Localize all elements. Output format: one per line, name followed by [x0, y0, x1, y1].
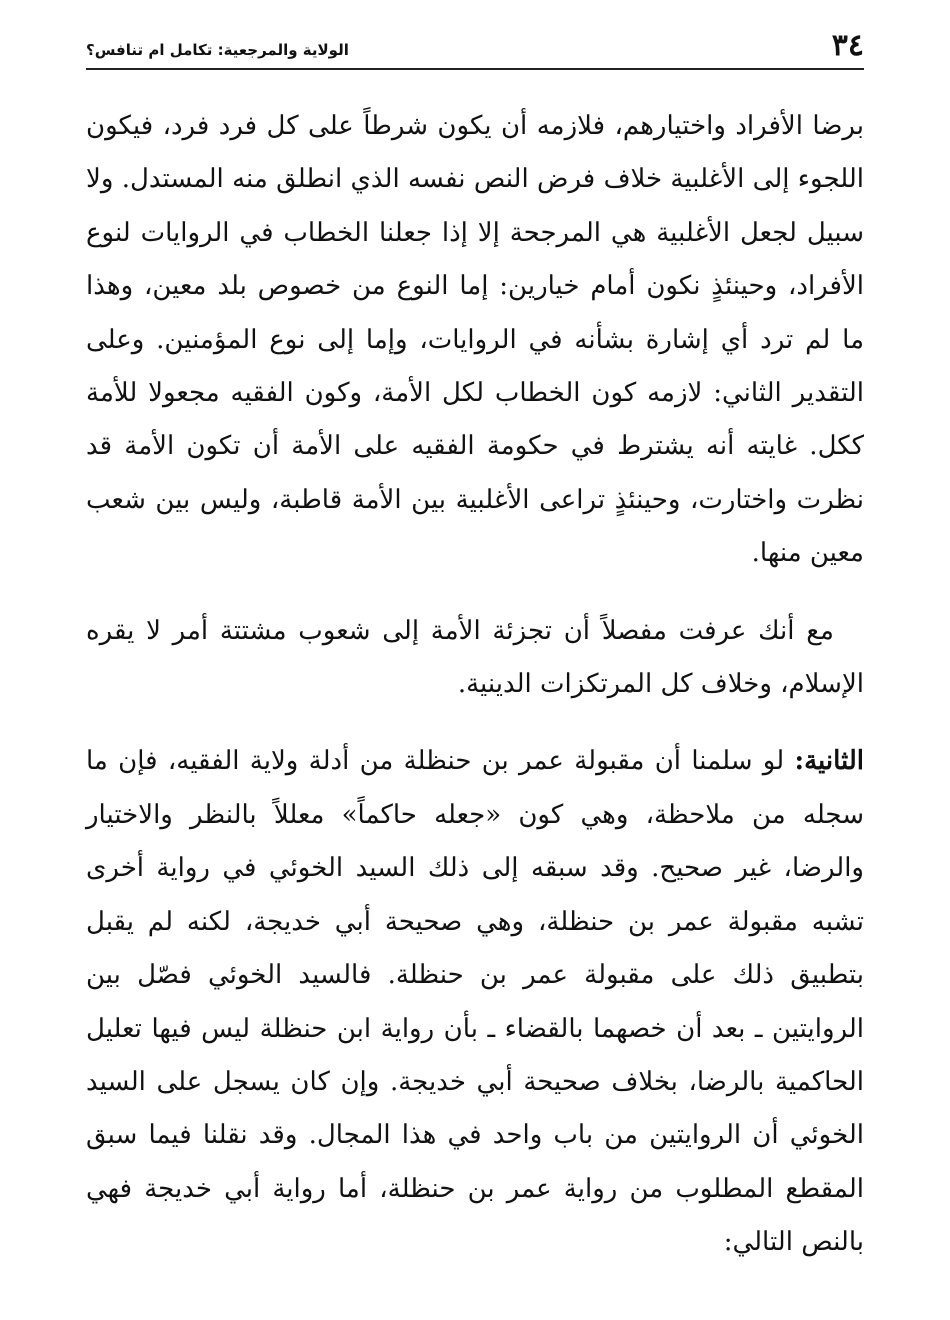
paragraph-1: برضا الأفراد واختيارهم، فلازمه أن يكون شرطاً على كل فرد فرد، فيكون اللجوء إلى الأغلبية خلاف فرض النص نفسه الذي انطلق منه المستدل. ولا سبيل لجعل الأغلبية هي المرجحة إلا إذا جعلنا الخطاب في الروايات لنوع الأفراد، وحينئذٍ نكون أمام خيارين: إما النوع من خصوص بلد معين، وهذا ما لم ترد أي إشارة بشأنه في الروايات، وإما إلى نوع المؤمنين. وعلى التقدير الثاني: لازمه كون الخطاب لكل الأمة، وكون الفقيه مجعولا للأمة ككل. غايته أنه يشترط في حكومة الفقيه على الأمة أن تكون الأمة قد نظرت واختارت، وحينئذٍ تراعى الأغلبية بين الأمة قاطبة، وليس بين شعب معين منها. [86, 111, 864, 569]
body-text [86, 100, 864, 1270]
paragraph-3 [86, 735, 864, 1269]
paragraph-2: مع أنك عرفت مفصلاً أن تجزئة الأمة إلى شعوب مشتتة أمر لا يقره الإسلام، وخلاف كل المرتكزات الدينية. [86, 615, 864, 700]
running-header-title: الولاية والمرجعية: تكامل ام تنافس؟ [86, 41, 349, 59]
paragraph-3-text: لو سلمنا أن مقبولة عمر بن حنظلة من أدلة ولاية الفقيه، فإن ما سجله من ملاحظة، وهي كون «جعله حاكماً» معللاً بالنظر والاختيار والرضا، غير صحيح. وقد سبقه إلى ذلك السيد الخوئي في رواية أخرى تشبه مقبولة عمر بن حنظلة، وهي صحيحة أبي خديجة، لكنه لم يقبل بتطبيق ذلك على مقبولة عمر بن حنظلة. فالسيد الخوئي فصّل بين الروايتين ـ بعد أن خصهما بالقضاء ـ بأن رواية ابن حنظلة ليس فيها تعليل الحاكمية بالرضا، بخلاف صحيحة أبي خديجة. وإن كان يسجل على السيد الخوئي أن الروايتين من باب واحد في هذا المجال. وقد نقلنا فيما سبق المقطع المطلوب من رواية عمر بن حنظلة، أما رواية أبي خديجة فهي بالنص التالي: [86, 746, 864, 1258]
page-number: ٣٤ [831, 28, 864, 63]
running-header [86, 28, 864, 70]
paragraph-3-label: الثانية: [794, 746, 865, 777]
